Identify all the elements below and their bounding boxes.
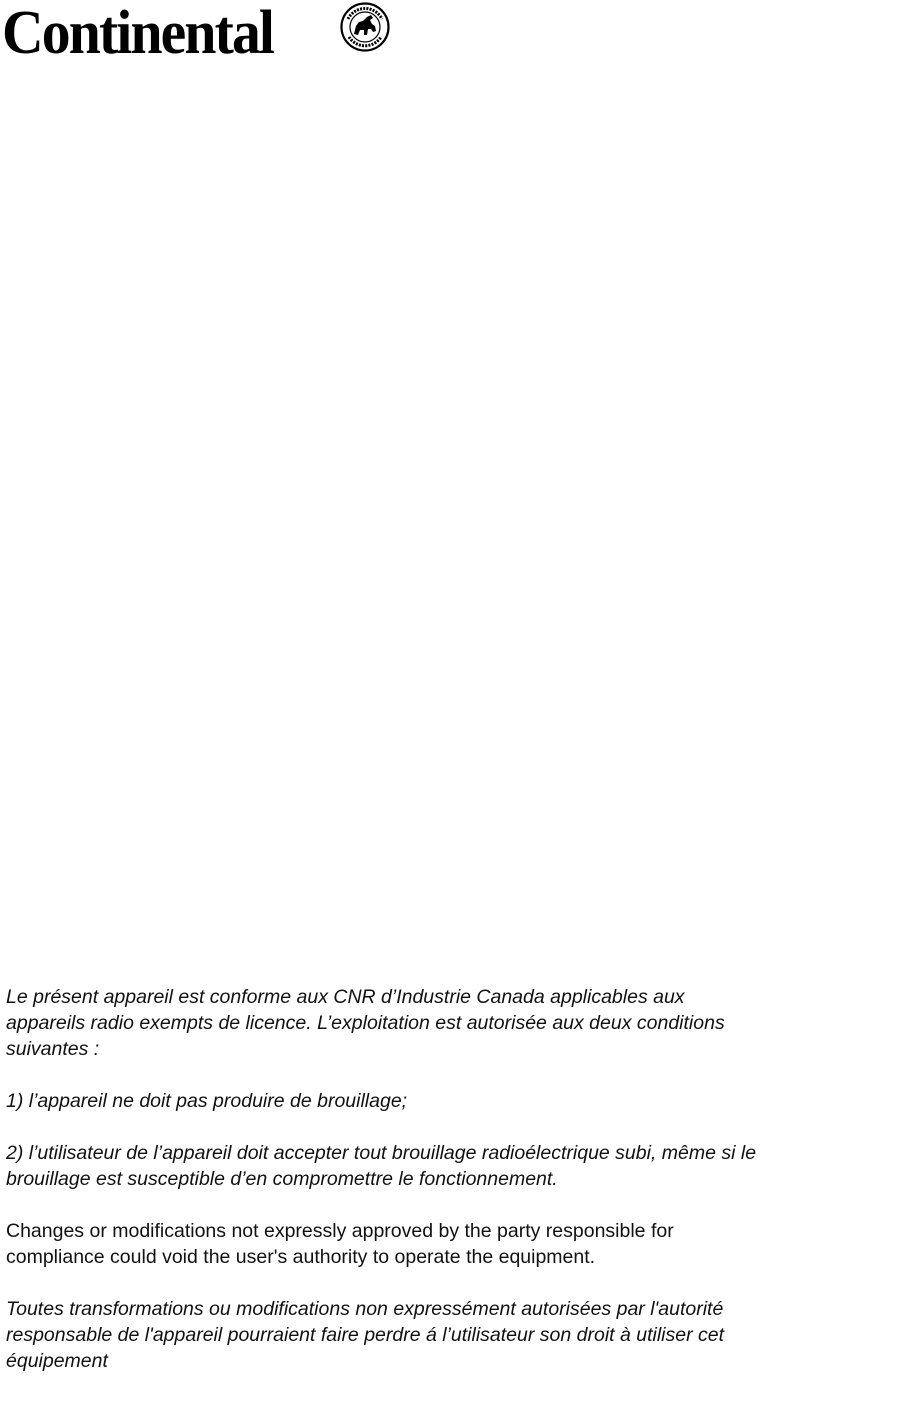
fr-warning-line-2: responsable de l'appareil pourraient faire perdre á l’utilisateur son droit à utiliser cet bbox=[6, 1324, 725, 1346]
fr-condition-2-line-2: brouillage est susceptible d’en compromettre le fonctionnement. bbox=[6, 1168, 558, 1190]
en-warning-line-2: compliance could void the user's authority to operate the equipment. bbox=[6, 1246, 596, 1268]
horse-seal-icon bbox=[340, 2, 390, 52]
en-warning-line-1: Changes or modifications not expressly approved by the party responsible for bbox=[6, 1220, 674, 1242]
compliance-notice bbox=[6, 984, 902, 1374]
continental-logo bbox=[2, 0, 293, 67]
fr-condition-2-line-1: 2) l’utilisateur de l’appareil doit accepter tout brouillage radioélectrique subi, même si le bbox=[6, 1142, 757, 1164]
fr-intro-line-1: Le présent appareil est conforme aux CNR d’Industrie Canada applicables aux bbox=[6, 986, 685, 1008]
logo-wordmark: Continental bbox=[2, 0, 274, 67]
fr-warning-line-3: équipement bbox=[6, 1350, 108, 1372]
fr-warning-line-1: Toutes transformations ou modifications non expressément autorisées par l'autorité bbox=[6, 1298, 724, 1320]
fr-condition-1: 1) l’appareil ne doit pas produire de brouillage; bbox=[6, 1090, 408, 1112]
fr-intro-line-3: suivantes : bbox=[6, 1038, 100, 1060]
fr-intro-line-2: appareils radio exempts de licence. L’exploitation est autorisée aux deux conditions bbox=[6, 1012, 725, 1034]
